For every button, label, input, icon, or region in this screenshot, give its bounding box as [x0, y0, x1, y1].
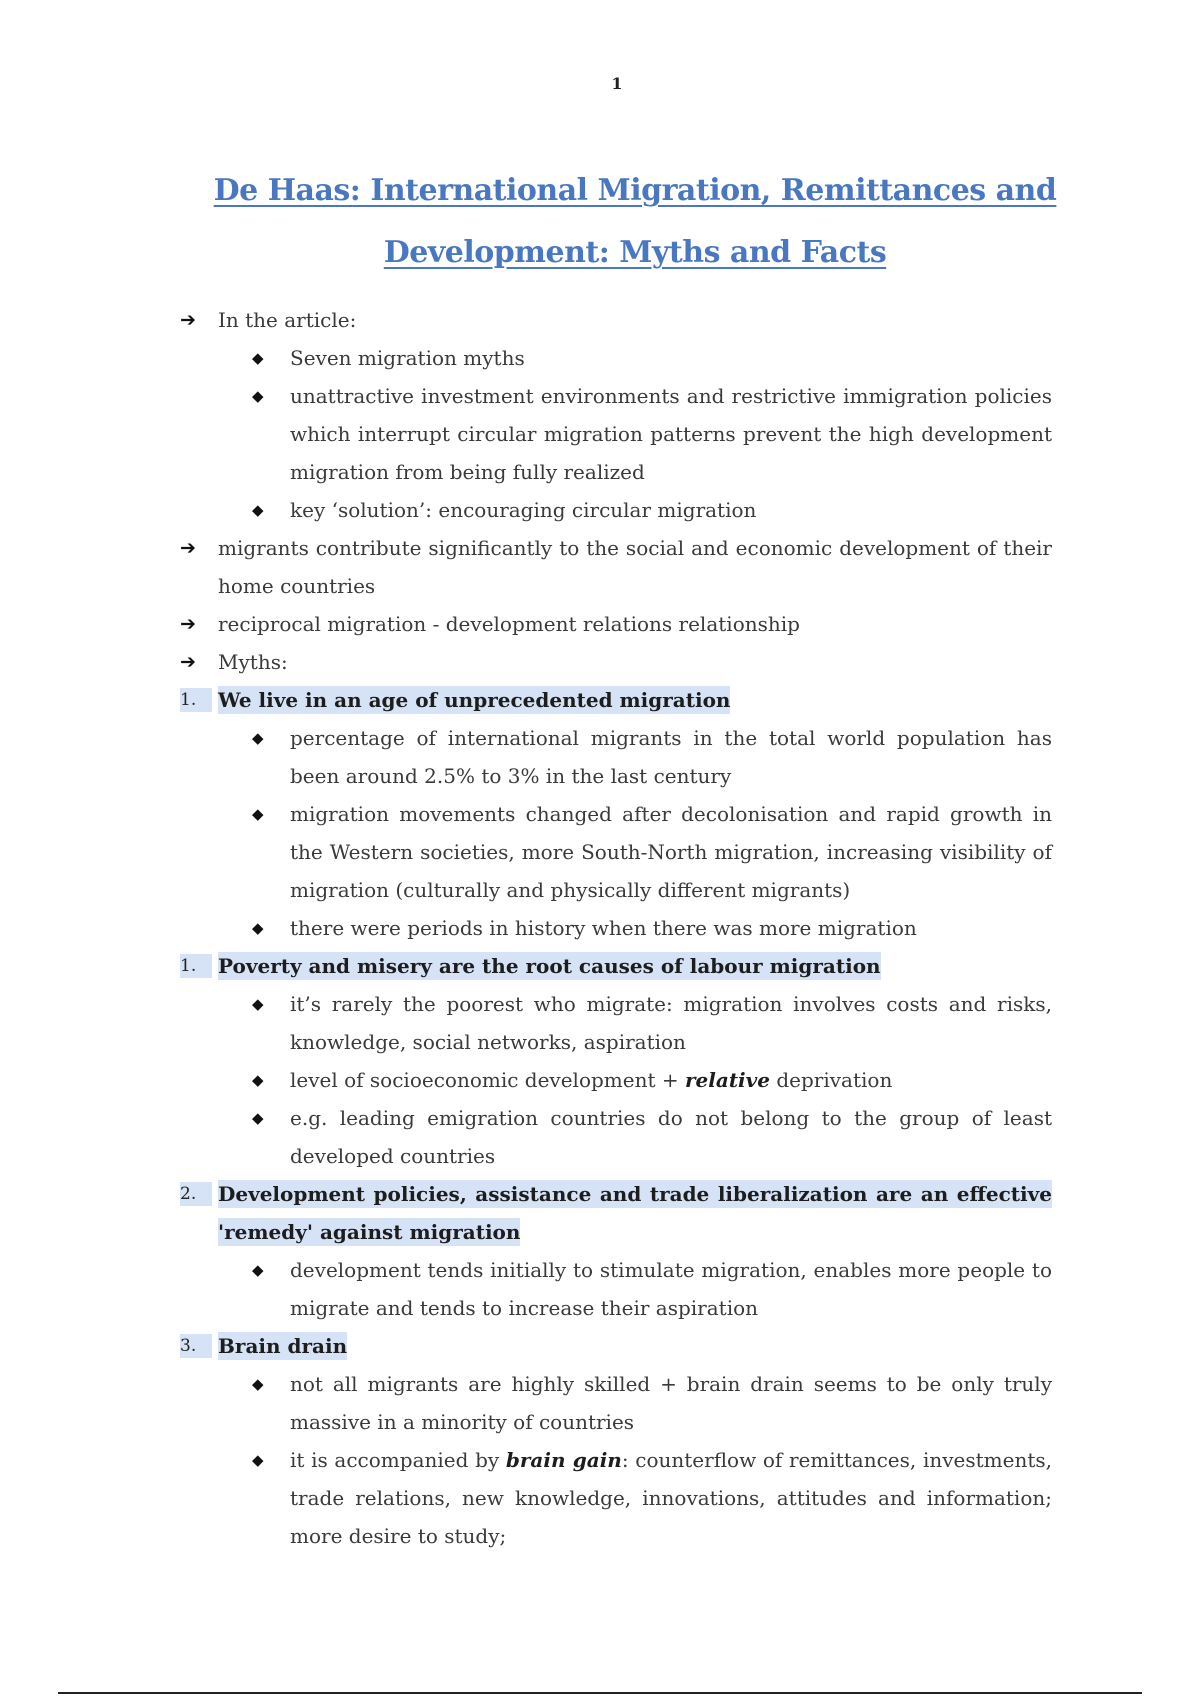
list-item: [180, 605, 1052, 643]
myth-number: 3.: [180, 1334, 212, 1358]
list-item-text: unattractive investment environments and restrictive immigration policies which interrupt circular migration patterns prevent the high development migration from being fully realized: [290, 384, 1052, 484]
list-item: [180, 529, 1052, 605]
myth-heading-text: Poverty and misery are the root causes of labour migration: [218, 954, 881, 978]
list-item-text: Myths:: [218, 650, 288, 674]
list-item: [180, 1441, 1052, 1555]
list-item-text: e.g. leading emigration countries do not belong to the group of least developed countries: [290, 1106, 1052, 1168]
list-item-text: not all migrants are highly skilled + brain drain seems to be only truly massive in a minority of countries: [290, 1372, 1052, 1434]
myth-heading: [180, 681, 1052, 719]
list-item: [180, 1061, 1052, 1099]
myth-heading-text: We live in an age of unprecedented migration: [218, 688, 731, 712]
myth-heading-text: Development policies, assistance and trade liberalization are an effective 'remedy' against migration: [218, 1182, 1052, 1244]
emphasis-text: relative: [685, 1068, 770, 1092]
emphasis-text: brain gain: [505, 1448, 622, 1472]
list-item: [180, 1099, 1052, 1175]
list-item: [180, 491, 1052, 529]
diamond-bullet-icon: ◆: [252, 349, 264, 367]
list-item-text-before: level of socioeconomic development +: [290, 1068, 685, 1092]
diamond-bullet-icon: ◆: [252, 729, 264, 747]
document-title-line-1: De Haas: International Migration, Remittances and: [213, 173, 1057, 208]
arrow-icon: ➔: [180, 537, 196, 559]
list-item-text: key ‘solution’: encouraging circular migration: [290, 498, 757, 522]
document-title: [180, 160, 1090, 284]
list-item: [180, 1251, 1052, 1327]
list-item-text: percentage of international migrants in the total world population has been around 2.5% to 3% in the last century: [290, 726, 1052, 788]
diamond-bullet-icon: ◆: [252, 1451, 264, 1469]
myth-number: 2.: [180, 1182, 212, 1206]
list-item: [180, 643, 1052, 681]
list-item: [180, 377, 1052, 491]
list-item: [180, 1365, 1052, 1441]
diamond-bullet-icon: ◆: [252, 1071, 264, 1089]
list-item-text: reciprocal migration - development relations relationship: [218, 612, 800, 636]
list-item-text: In the article:: [218, 308, 357, 332]
list-item: [180, 719, 1052, 795]
myth-number: 1.: [180, 954, 212, 978]
diamond-bullet-icon: ◆: [252, 1261, 264, 1279]
list-item-text: migration movements changed after decolonisation and rapid growth in the Western societies, more South-North migration, increasing visibility of migration (culturally and physically different migrants): [290, 802, 1052, 902]
list-item: [180, 909, 1052, 947]
list-item-text-before: it is accompanied by: [290, 1448, 506, 1472]
list-item-text: development tends initially to stimulate migration, enables more people to migrate and tends to increase their aspiration: [290, 1258, 1052, 1320]
diamond-bullet-icon: ◆: [252, 919, 264, 937]
arrow-icon: ➔: [180, 309, 196, 331]
diamond-bullet-icon: ◆: [252, 387, 264, 405]
arrow-icon: ➔: [180, 613, 196, 635]
list-item: [180, 339, 1052, 377]
list-item-text: it’s rarely the poorest who migrate: migration involves costs and risks, knowledge, social networks, aspiration: [290, 992, 1052, 1054]
myth-heading: [180, 947, 1052, 985]
page-bottom-rule: [58, 1692, 1142, 1694]
list-item-text: migrants contribute significantly to the social and economic development of their home countries: [218, 536, 1052, 598]
diamond-bullet-icon: ◆: [252, 1375, 264, 1393]
diamond-bullet-icon: ◆: [252, 995, 264, 1013]
list-item-text: Seven migration myths: [290, 346, 525, 370]
list-item: [180, 301, 1052, 339]
notes-body: [180, 301, 1052, 1555]
document-title-line-2: Development: Myths and Facts: [383, 235, 887, 270]
list-item-text-after: deprivation: [770, 1068, 893, 1092]
myth-heading: [180, 1175, 1052, 1251]
myth-heading: [180, 1327, 1052, 1365]
myth-number: 1.: [180, 688, 212, 712]
myth-heading-text: Brain drain: [218, 1334, 348, 1358]
diamond-bullet-icon: ◆: [252, 501, 264, 519]
list-item: [180, 985, 1052, 1061]
arrow-icon: ➔: [180, 651, 196, 673]
diamond-bullet-icon: ◆: [252, 805, 264, 823]
list-item-text-after: : counterflow of remittances, investments, trade relations, new knowledge, innovations, attitudes and information; more desire to study;: [290, 1448, 1052, 1548]
diamond-bullet-icon: ◆: [252, 1109, 264, 1127]
page-number: 1: [611, 74, 623, 93]
list-item: [180, 795, 1052, 909]
list-item-text: there were periods in history when there was more migration: [290, 916, 917, 940]
